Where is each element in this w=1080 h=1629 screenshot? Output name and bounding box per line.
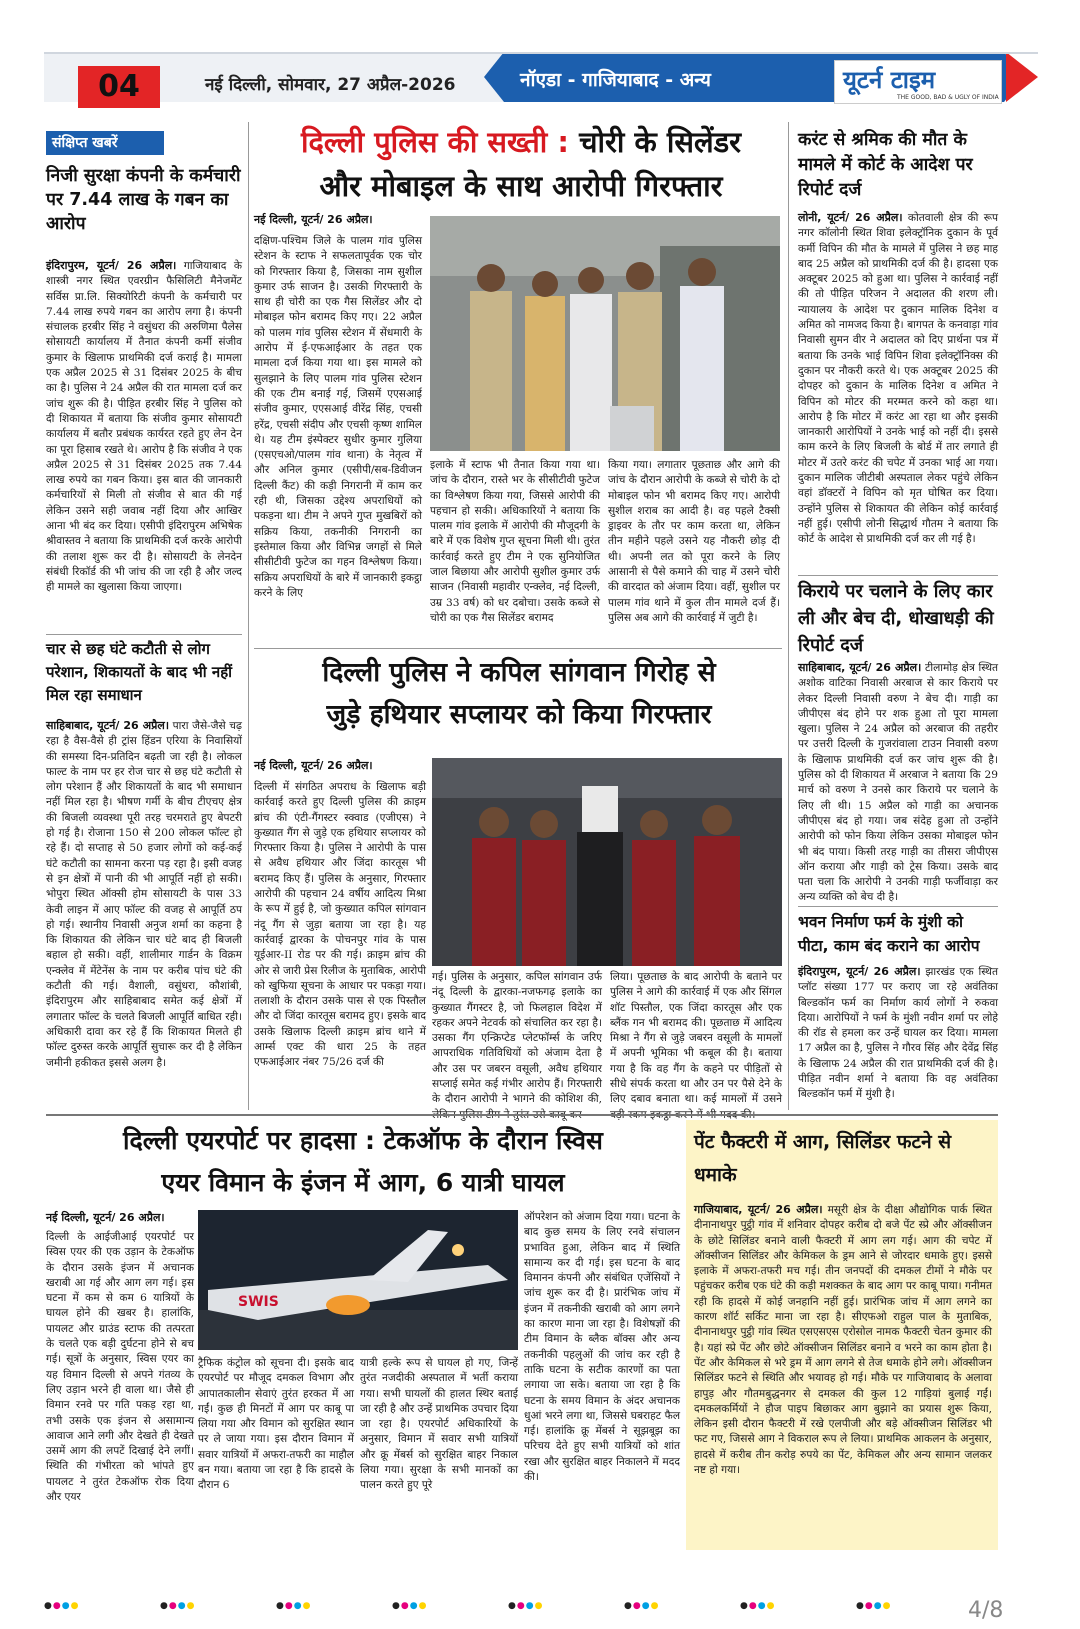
divider <box>46 634 242 635</box>
main1-col2: इलाके में स्टाफ भी तैनात किया गया था। जांच के दौरान, रास्ते भर के सीसीटीवी फुटेज का विश्लेषण किया गया, जिससे आरोपी की पहचान हो सकी। अधिकारियों ने बताया कि पालम गांव इलाके में आरोपी की मौजूदगी के बारे में एक विशेष गुप्त सूचना मिली थी। तुरंत कार्रवाई करते हुए टीम ने एक सुनियोजित जाल बिछाया और आरोपी सुशील कुमार उर्फ साजन (निवासी महावीर एन्क्लेव, नई दिल्ली, उम्र 33 वर्ष) को धर दबोचा। उसके कब्जे से चोरी का एक गैस सिलेंडर बरामद <box>430 459 600 624</box>
paint-headline: पेंट फैक्टरी में आग, सिलिंडर फटने से धमाके <box>694 1131 952 1186</box>
logo-text: यूटर्न टाइम <box>843 66 936 94</box>
main2-headline-line2: जुड़े हथियार सप्लायर को किया गिरफ्तार <box>326 699 712 730</box>
main2-col2: गई। पुलिस के अनुसार, कपिल सांगवान उर्फ नंदू दिल्ली के द्वारका-नजफगढ़ इलाके का कुख्यात गैंगस्टर है, जो फिलहाल विदेश में रहकर अपने नेटवर्क को संचालित कर रहा है। उसका गैंग एन्क्रिप्टेड प्लेटफॉर्म्स के जरिए आपराधिक गतिविधियों को अंजाम देता है और उस पर जबरन वसूली, अवैध हथियार सप्लाई समेत कई गंभीर आरोप हैं। गिरफ्तारी के दौरान आरोपी ने भागने की कोशिश की, <box>432 971 602 1106</box>
divider <box>798 575 998 576</box>
right-byline-2: साहिबाबाद, यूटर्न/ 26 अप्रैल। <box>798 661 922 674</box>
sidebar-story-1 <box>46 258 242 632</box>
sidebar-body-1: गाजियाबाद के शास्त्री नगर स्थित एवरग्रीन फैसिलिटी मैनेजमेंट सर्विस प्रा.लि. सिक्योरिटी कंपनी के कर्मचारी पर 7.44 लाख रुपये गबन का आरोप लगा है। कंपनी संचालक हरबीर सिंह ने वसुंधरा की अरुणिमा पैलेस सोसायटी कार्यालय में तैनात कंपनी कर्मी संजीव कुमार के खिलाफ प्राथमिकी दर्ज कराई है। मामला एक अप्रैल 2025 से 31 दिसंबर 2025 के बीच का है। पुलिस ने 24 अप्रैल की रात मामला दर्ज कर जांच शुरू की है। पीड़ित हरबीर सिंह ने पुलिस को दी शिकायत में बताया कि संजीव कुमार सोसायटी कार्यालय में बतौर प्रबंधक कार्यरत रहते हुए लेन देन का पूरा हिसाब रखते थे। आरोप है कि संजीव ने एक अप्रैल 2025 से 31 दिसंबर 2025 तक 7.44 लाख रुपये का गबन किया। इस बात की जानकारी कर्मचारियों से मिली तो संजीव से बात की गई लेकिन उसने सही जवाब नहीं दिया और आखिर आना भी बंद कर दिया। एसीपी इंदिरापुरम अभिषेक श्रीवास्तव ने बताया कि प्राथमिकी दर्ज करके आरोपी की तलाश शुरू कर दी है। सोसायटी के लेनदेन संबंधी रिकॉर्ड की भी जांच की जा रही है और जल्द ही मामले का खुलासा किया जाएगा। <box>46 260 243 594</box>
paint-body: मसूरी क्षेत्र के दीक्षा औद्योगिक पार्क स्थित दीनानाथपुर पुट्ठी गांव में शनिवार दोपहर करीब दो बजे पेंट स्प्रे और ऑक्सीजन के छोटे सिलिंडर बनाने वाली फैक्टरी में आग लग गई। आग की चपेट में ऑक्सीजन सिलिंडर और केमिकल के ड्रम आने से जोरदार धमाके हुए। इससे इलाके में अफरा-तफरी मच गई। तीन जनपदों की दमकल टीमों ने मौके पर पहुंचकर करीब एक घंटे की कड़ी मशक्कत के बाद आग पर काबू पाया। गनीमत रही कि हादसे में कोई जनहानि नहीं हुई। प्रारंभिक जांच में आग लगने का कारण शॉर्ट सर्किट माना जा रहा है। सीएफओ राहुल पाल के मुताबिक, दीनानाथपुर पुट्ठी गांव स्थित एसएसएस एरोसोल नामक फैक्टरी चेतन कुमार की है। यहां स्प्रे पेंट और छोटे ऑक्सीजन सिलिंडर बनाने व भरने का काम होता है। पेंट और केमिकल से भरे ड्रम में आग लगने से तेज धमाके होने लगे। ऑक्सीजन सिलिंडर फटने से स्थिति और भयावह हो गई। मौके पर गाजियाबाद के अलावा हापुड़ और गौतमबुद्धनगर से दमकल की कुल 12 गाड़ियां बुलाई गईं। दमकलकर्मियों ने हौज पाइप बिछाकर आग बुझाने का प्रयास शुरू किया, लेकिन इसी दौरान फैक्टरी में रखे एलपीजी और बड़े ऑक्सीजन सिलिंडर भी फट गए, जिससे आग ने विकराल रूप ले लिया। प्राथमिक आकलन के अनुसार, हादसे में करीब तीन करोड़ रुपये का पेंट, केमिकल और अन्य सामान जलकर नष्ट हो गया। <box>694 1204 992 1477</box>
column-rule <box>248 122 249 1110</box>
main2-col3: लिया। पूछताछ के बाद आरोपी के बताने पर पुलिस ने आगे की कार्रवाई में एक और सिंगल शॉट पिस्तौल, एक जिंदा कारतूस और एक ब्लैंक गन भी बरामद की। पूछताछ में आदित्य मिश्रा ने गैंग से जुड़े जबरन वसूली के मामलों में अपनी भूमिका भी कबूल की है। बताया गया है कि वह गैंग के कहने पर पीड़ितों से सीधे संपर्क करता था और उन पर पैसे देने के लिए दबाव बनाता था। कई मामलों में उसने <box>610 971 782 1106</box>
svg-text:SWIS: SWIS <box>238 1294 279 1310</box>
right-byline-3: इंदिरापुरम, यूटर्न/ 26 अप्रैल। <box>798 965 921 978</box>
right-story-1 <box>798 210 998 572</box>
right-story-2 <box>798 660 998 904</box>
sidebar-story-2 <box>46 718 242 1110</box>
sidebar-headline-1: निजी सुरक्षा कंपनी के कर्मचारी पर 7.44 लाख के गबन का आरोप <box>46 166 241 234</box>
right-headline-2: किराये पर चलाने के लिए कार ली और बेच दी, धोखाधड़ी की रिपोर्ट दर्ज <box>798 581 994 656</box>
right-body-3: झारखंड एक स्थित प्लॉट संख्या 177 पर कराए जा रहे अवंतिका बिल्डकॉन फर्म का निर्माण कार्य लोगों ने रुकवा दिया। आरोपियों ने फर्म के मुंशी नवीन शर्मा पर लोहे की रॉड से हमला कर उन्हें घायल कर दिया। मामला 17 अप्रैल का है, पुलिस ने गौरव सिंह और देवेंद्र सिंह के खिलाफ 24 अप्रैल की रात प्राथमिकी दर्ज की है। पीड़ित नवीन शर्मा ने बताया कि वह अवंतिका बिल्डकॉन फर्म में मुंशी है। <box>798 966 998 1101</box>
main1-headline-red: दिल्ली पुलिस की सख्ती : <box>300 125 569 159</box>
main2-byline: नई दिल्ली, यूटर्न/ 26 अप्रैल। <box>254 759 373 772</box>
main1-col3: किया गया। लगातार पूछताछ और आगे की जांच के दौरान आरोपी के कब्जे से चोरी के दो मोबाइल फोन भी बरामद किए गए। आरोपी सुशील शराब का आदी है। वह पहले टैक्सी ड्राइवर के तौर पर काम करता था, लेकिन तीन महीने पहले उसने यह नौकरी छोड़ दी थी। अपनी लत को पूरा करने के लिए आसानी से पैसे कमाने की चाह में उसने चोरी की वारदात को अंजाम दिया। वहीं, सुशील पर पालम गांव थाने में कुल तीन मामले दर्ज हैं। पुलिस अब आगे की कार्रवाई में जुटी है। <box>608 459 780 624</box>
main2-col1: दिल्ली में संगठित अपराध के खिलाफ बड़ी कार्रवाई करते हुए दिल्ली पुलिस की क्राइम ब्रांच की एंटी-गैंगस्टर स्क्वाड (एजीएस) ने कुख्यात गैंग से जुड़े एक हथियार सप्लायर को गिरफ्तार किया है। पुलिस ने आरोपी के पास से अवैध हथियार और जिंदा कारतूस भी बरामद किए हैं। पुलिस के अनुसार, गिरफ्तार आरोपी की पहचान 24 वर्षीय आदित्य मिश्रा के रूप में हुई है, जो कुख्यात कपिल सांगवान नंदू गैंग से जुड़ा बताया जा रहा है। यह कार्रवाई द्वारका के पोचनपुर गांव के पास यूईआर-II रोड पर की गई। क्राइम ब्रांच की ओर से जारी प्रेस रिलीज के मुताबिक, आरोपी को खुफिया सूचना के आधार पर पकड़ा गया। तलाशी के दौरान उसके पास से एक पिस्तौल और दो जिंदा कारतूस बरामद हुए। इसके बाद उसके खिलाफ दिल्ली क्राइम ब्रांच थाने में आर्म्स एक्ट की धारा 25 के तहत एफआईआर नंबर 75/26 दर्ज की <box>254 781 426 1069</box>
right-body-2: टीलामोड़ क्षेत्र स्थित अशोक वाटिका निवासी अरबाज से कार किराये पर लेकर दिल्ली निवासी वरुण ने बेच दी। गाड़ी का जीपीएस बंद होने पर शक हुआ तो पूरा मामला खुला। पुलिस ने 24 अप्रैल को अरबाज की तहरीर पर उत्तरी दिल्ली के गुजरांवाला टाउन निवासी वरुण के खिलाफ प्राथमिकी दर्ज कर जांच शुरू की है। पुलिस को दी शिकायत में अरबाज ने बताया कि 29 मार्च को वरुण ने उनसे कार किराये पर चलाने के लिए ली थी। 15 अप्रैल को गाड़ी का अचानक जीपीएस बंद हो गया। जब संदेह हुआ तो उन्होंने आरोपी को फोन किया लेकिन उसका मोबाइल फोन भी बंद पाया। किसी तरह गाड़ी का तीसरा जीपीएस ऑन कराया और गाड़ी को ट्रेस किया। उसके बाद पता चला कि आरोपी ने उनकी गाड़ी फर्जीवाड़ा कर अन्य व्यक्ति को बेच दी है। <box>798 662 999 904</box>
divider <box>46 1114 998 1116</box>
section-title: नॉएडा - गाजियाबाद - अन्य <box>520 69 711 91</box>
main1-col1: दक्षिण-पश्चिम जिले के पालम गांव पुलिस स्टेशन के स्टाफ ने सफलतापूर्वक एक चोर को गिरफ्तार किया है, जिसका नाम सुशील कुमार उर्फ साजन है। उसकी गिरफ्तारी के साथ ही चोरी का एक गैस सिलेंडर और दो मोबाइल फोन बरामद किए गए। 22 अप्रैल को पालम गांव पुलिस स्टेशन में सेंधमारी के आरोप में ई-एफआईआर के तहत एक मामला दर्ज किया गया था। इस मामले को सुलझाने के लिए पालम गांव पुलिस स्टेशन की एक टीम बनाई गई, जिसमें एएसआई संजीव कुमार, एएसआई वीरेंद्र सिंह, एचसी हरेंद्र, एचसी संदीप और एचसी कृष्ण शामिल थे। यह टीम इंस्पेक्टर सुधीर कुमार गुलिया (एसएचओ/पालम गांव थाना) के नेतृत्व में और अनिल कुमार (एसीपी/सब-डिवीजन दिल्ली कैंट) की कड़ी निगरानी में काम कर रही थी, जिसका उद्देश्य अपराधियों को पकड़ना था। टीम ने अपने गुप्त मुखबिरों को सक्रिय किया, तकनीकी निगरानी का इस्तेमाल किया और विभिन्न जगहों से मिले सीसीटीवी फुटेज का गहन विश्लेषण किया। सक्रिय अपराधियों के बारे में जानकारी इकट्ठा करने के लिए <box>254 235 422 599</box>
main2-headline <box>254 652 784 736</box>
gang-arrest-photo <box>432 758 782 966</box>
divider <box>254 648 782 649</box>
airport-headline-line2: एयर विमान के इंजन में आग, 6 यात्री घायल <box>161 1168 565 1197</box>
airport-byline: नई दिल्ली, यूटर्न/ 26 अप्रैल। <box>46 1211 165 1224</box>
main1-headline-part1: चोरी के सिलेंडर <box>579 125 742 159</box>
sidebar-byline-2: साहिबाबाद, यूटर्न/ 26 अप्रैल। <box>46 719 170 732</box>
main1-headline <box>256 120 786 208</box>
right-body-1: कोतवाली क्षेत्र की रूप नगर कॉलोनी स्थित शिवा इलेक्ट्रॉनिक दुकान के पूर्व कर्मी विपिन की मौत के मामले में पुलिस ने छह माह बाद 25 अप्रैल को प्राथमिकी दर्ज की है। हादसा एक अक्टूबर 2025 को हुआ था। पुलिस ने कार्रवाई नहीं की तो पीड़ित परिजन ने अदालत की शरण ली। न्यायालय के आदेश पर दुकान मालिक दिनेश व अमित को नामजद किया है। बागपत के कनवाड़ा गांव निवासी सुमन वीर ने अदालत को दिए प्रार्थना पत्र में बताया कि उनके भाई विपिन शिवा इलेक्ट्रॉनिक्स की दुकान पर नौकरी करते थे। एक अक्टूबर 2025 की दोपहर को दुकान के मालिक दिनेश व अमित ने विपिन को मोटर की मरम्मत करने को कहा था। आरोप है कि मोटर में करंट आ रहा था और इसकी जानकारी आरोपियों ने उनके भाई को नहीं दी। इससे काम करने के लिए बिजली के बोर्ड में तार लगाते ही मोटर में उतरे करंट की चपेट में उनका भाई आ गया। दुकान मालिक जीटीबी अस्पताल लेकर पहुंचे लेकिन वहां डॉक्टरों ने विपिन को मृत घोषित कर दिया। उन्होंने पुलिस से शिकायत की लेकिन कोई कार्रवाई नहीं हुई। एसीपी लोनी सिद्धार्थ गौतम ने बताया कि कोर्ट के आदेश से प्राथमिकी दर्ज कर ली गई है। <box>798 212 998 546</box>
airport-headline <box>46 1120 680 1204</box>
logo-tagline: THE GOOD, BAD & UGLY OF INDIA <box>897 94 999 101</box>
airport-col2: ट्रैफिक कंट्रोल को सूचना दी। इसके बाद एयरपोर्ट पर मौजूद दमकल विभाग और आपातकालीन सेवाएं तुरंत हरकत में आ गईं। कुछ ही मिनटों में आग पर काबू पा लिया गया और विमान को सुरक्षित स्थान पर ले जाया गया। इस दौरान विमान में सवार यात्रियों में अफरा-तफरी का माहौल बन गया। बताया जा रहा है कि हादसे के दौरान 6 <box>198 1357 354 1492</box>
paint-byline: गाजियाबाद, यूटर्न/ 26 अप्रैल। <box>694 1203 823 1216</box>
main1-headline-part2: और मोबाइल के साथ आरोपी गिरफ्तार <box>319 169 723 203</box>
sidebar-body-2: पारा जैसे-जैसे चढ़ रहा है वैस-वैसे ही ट्रांस हिंडन एरिया के निवासियों की समस्या दिन-प्रतिदिन बढ़ती जा रही है। लोकल फाल्ट के नाम पर हर रोज चार से छह घंटे कटौती से लोग परेशान हैं और शिकायतों के बाद भी समाधान नहीं मिल रहा है। भीषण गर्मी के बीच टीएचए क्षेत्र की बिजली व्यवस्था पूरी तरह चरमराते हुए बेपटरी हो गई है। रोजाना 150 से 200 लोकल फॉल्ट हो रहे हैं। दो सप्ताह से 50 हजार लोगों को कई-कई घंटे कटौती का सामना करना पड़ रहा है। इसी वजह से इन क्षेत्रों में पानी की भी आपूर्ति नहीं हो सकी। भोपुरा स्थित ऑक्सी होम सोसायटी के पास 33 केवी लाइन में आए फॉल्ट की वजह से आपूर्ति ठप हो गई। स्थानीय निवासी अनुज शर्मा का कहना है कि शिकायत की लेकिन चार घंटे बाद ही बिजली बहाल हो सकी। वहीं, शालीमार गार्डन के विक्रम एन्क्लेव में मेंटेनेंस के नाम पर करीब पांच घंटे की कटौती की गई। वैशाली, वसुंधरा, कौशांबी, इंदिरापुरम और साहिबाबाद समेत कई क्षेत्रों में लगातार फॉल्ट के चलते बिजली आपूर्ति बाधित रही। अधिकारी दावा कर रहे हैं कि शिकायत मिलते ही फॉल्ट दुरुस्त करके आपूर्ति सुचारू कर दी है लेकिन जमीनी हकीकत इससे अलग है। <box>46 720 242 1069</box>
police-arrest-photo <box>430 216 780 451</box>
dateline: नई दिल्ली, सोमवार, 27 अप्रैल-2026 <box>205 75 456 95</box>
airport-col3: यात्री हल्के रूप से घायल हो गए, जिन्हें तुरंत नजदीकी अस्पताल में भर्ती कराया गया। सभी घायलों की हालत स्थिर बताई जा रही है और उन्हें प्राथमिक उपचार दिया जा रहा है। एयरपोर्ट अधिकारियों के अनुसार, विमान में सवार सभी यात्रियों और क्रू मेंबर्स को सुरक्षित बाहर निकाल लिया गया। सुरक्षा के सभी मानकों का पालन करते हुए पूरे <box>360 1357 518 1492</box>
right-story-3 <box>798 964 998 1110</box>
aircraft-fire-photo <box>198 1210 518 1350</box>
airport-col1: दिल्ली के आईजीआई एयरपोर्ट पर स्विस एयर की एक उड़ान के टेकऑफ के दौरान उसके इंजन में अचानक खराबी आ गई और आग लग गई। इस घटना में कम से कम 6 यात्रियों के घायल होने की खबर है। हालांकि, पायलट और ग्राउंड स्टाफ की तत्परता के चलते एक बड़ी दुर्घटना होने से बच गई। सूत्रों के अनुसार, स्विस एयर का यह विमान दिल्ली से अपने गंतव्य के लिए उड़ान भरने ही वाला था। जैसे ही विमान रनवे पर गति पकड़ रहा था, तभी उसके एक इंजन से असामान्य आवाज आने लगी और देखते ही देखते उसमें आग की लपटें दिखाई देने लगीं। स्थिति की गंभीरता को भांपते हुए पायलट ने तुरंत टेकऑफ रोक दिया और एयर <box>46 1231 194 1504</box>
airport-col4: ऑपरेशन को अंजाम दिया गया। घटना के बाद कुछ समय के लिए रनवे संचालन प्रभावित हुआ, लेकिन बाद में स्थिति सामान्य कर दी गई। इस घटना के बाद विमानन कंपनी और संबंधित एजेंसियों ने जांच शुरू कर दी है। प्रारंभिक जांच में इंजन में तकनीकी खराबी को आग लगने का कारण माना जा रहा है। विशेषज्ञों की टीम विमान के ब्लैक बॉक्स और अन्य तकनीकी पहलुओं की जांच कर रही है ताकि घटना के सटीक कारणों का पता लगाया जा सके। बताया जा रहा है कि घटना के समय विमान के अंदर अचानक धुआं भरने लगा था, जिससे घबराहट फैल गई। हालांकि क्रू मेंबर्स ने सूझबूझ का परिचय देते हुए सभी यात्रियों को शांत रखा और सुरक्षित बाहर निकालने में मदद की। <box>524 1211 680 1484</box>
main2-headline-line1: दिल्ली पुलिस ने कपिल सांगवान गिरोह से <box>322 657 716 688</box>
brief-news-tag: संक्षिप्त खबरें <box>46 131 164 155</box>
airport-headline-line1: दिल्ली एयरपोर्ट पर हादसा : टेकऑफ के दौरान स्विस <box>123 1126 603 1155</box>
main1-byline: नई दिल्ली, यूटर्न/ 26 अप्रैल। <box>254 213 373 226</box>
sidebar-headline-2: चार से छह घंटे कटौती से लोग परेशान, शिकायतों के बाद भी नहीं मिल रहा समाधान <box>46 640 233 704</box>
right-headline-3: भवन निर्माण फर्म के मुंशी को पीटा, काम बंद कराने का आरोप <box>798 913 980 955</box>
page-number: 04 <box>78 66 160 108</box>
right-headline-1: करंट से श्रमिक की मौत के मामले में कोर्ट के आदेश पर रिपोर्ट दर्ज <box>798 130 973 200</box>
sidebar-byline-1: इंदिरापुरम, यूटर्न/ 26 अप्रैल। <box>46 259 177 272</box>
paint-story <box>694 1202 992 1548</box>
divider <box>798 906 998 907</box>
right-byline-1: लोनी, यूटर्न/ 26 अप्रैल। <box>798 211 903 224</box>
masthead-logo <box>834 60 1002 104</box>
page-indicator: 4/8 <box>968 1598 1004 1623</box>
column-rule <box>788 122 789 1110</box>
